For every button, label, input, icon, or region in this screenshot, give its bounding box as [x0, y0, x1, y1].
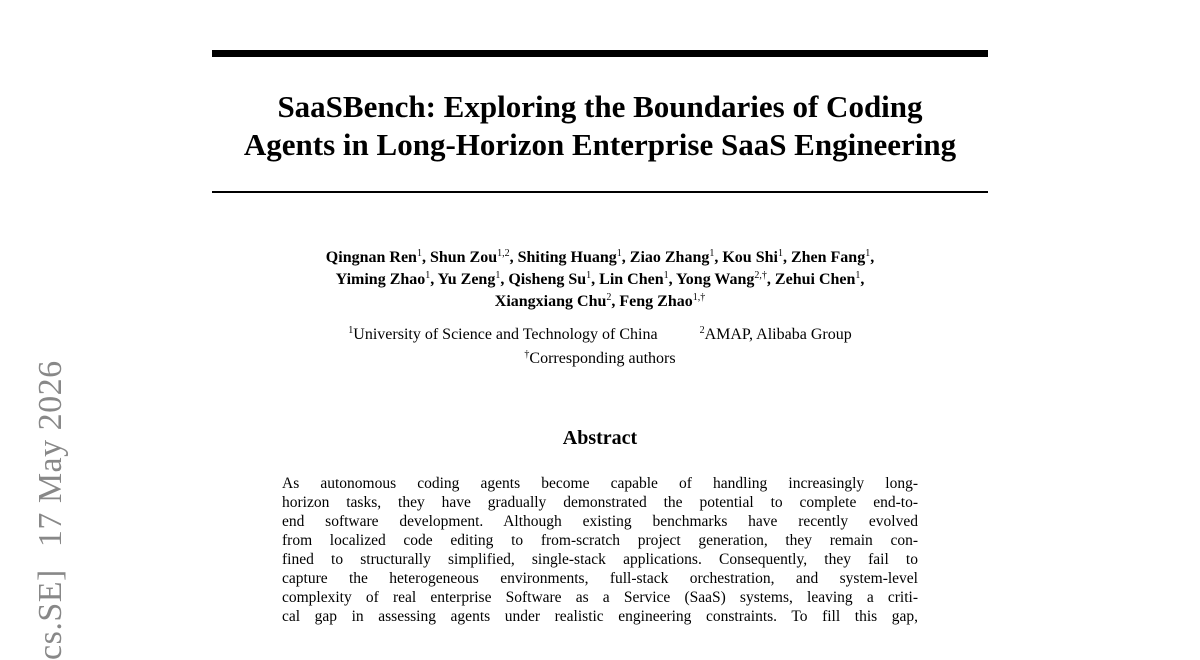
author: [630, 249, 723, 266]
author: [438, 271, 509, 288]
author-affiliation-marker: 1: [709, 248, 715, 259]
author-separator: ,: [782, 249, 791, 266]
abstract-line: complexity of real enterprise Software as a Service (SaaS) systems, leaving a criti-: [282, 589, 918, 606]
author-separator: ,: [714, 249, 723, 266]
author: [791, 249, 874, 266]
author-affiliation-marker: 1: [616, 248, 622, 259]
author-affiliation-marker: 1,†: [692, 292, 706, 303]
title-line-2: Agents in Long-Horizon Enterprise SaaS Engineering: [243, 127, 957, 162]
author-affiliation-marker: 1: [586, 270, 592, 281]
author: [676, 271, 775, 288]
author-line: [220, 247, 980, 269]
abstract-body: [282, 474, 918, 626]
abstract-line: cal gap in assessing agents under realistic engineering constraints. To fill this gap,: [282, 608, 918, 625]
author-name: Qisheng Su: [508, 271, 587, 288]
abstract-line: from localized code editing to from-scratch project generation, they remain con-: [282, 532, 918, 549]
author: [722, 249, 791, 266]
author-name: Shun Zou: [429, 249, 498, 266]
author: [518, 249, 630, 266]
abstract-heading: Abstract: [562, 427, 638, 449]
author-name: Xiangxiang Chu: [494, 293, 607, 310]
author-separator: ,: [766, 271, 775, 288]
author-name: Yong Wang: [676, 271, 755, 288]
affiliation-1-marker: 1: [348, 325, 354, 336]
author-name: Lin Chen: [599, 271, 664, 288]
arxiv-date: 17 May 2026: [32, 360, 69, 548]
top-rule: [212, 50, 988, 57]
author-separator: ,: [509, 249, 518, 266]
author-affiliation-marker: 1,2: [497, 248, 510, 259]
author-separator: ,: [421, 249, 430, 266]
author-affiliation-marker: 2: [606, 292, 612, 303]
author-name: Yu Zeng: [437, 271, 496, 288]
author-name: Zhen Fang: [790, 249, 866, 266]
author-separator: ,: [621, 249, 630, 266]
affiliation-1: [348, 326, 657, 343]
corresponding-text: Corresponding authors: [529, 350, 676, 367]
author: [326, 249, 430, 266]
affiliation-1-text: University of Science and Technology of China: [353, 326, 658, 343]
affiliation-2-marker: 2: [699, 325, 705, 336]
author-affiliation-marker: 1: [416, 248, 422, 259]
author-line: [220, 269, 980, 291]
author-affiliation-marker: 1: [663, 270, 669, 281]
author: [430, 249, 518, 266]
author-name: Ziao Zhang: [629, 249, 710, 266]
author-separator: ,: [860, 271, 865, 288]
author: [336, 271, 438, 288]
title-bottom-rule: [212, 191, 988, 193]
author-name: Feng Zhao: [619, 293, 693, 310]
affiliation-row: [220, 323, 980, 347]
author-affiliation-marker: 1: [855, 270, 861, 281]
author: [775, 271, 864, 288]
author-separator: ,: [591, 271, 600, 288]
author-name: Shiting Huang: [517, 249, 617, 266]
author: [599, 271, 676, 288]
author-separator: ,: [500, 271, 509, 288]
author-name: Qingnan Ren: [325, 249, 417, 266]
author-separator: ,: [430, 271, 438, 288]
arxiv-category: cs.SE]: [32, 569, 69, 660]
affiliation-2-text: AMAP, Alibaba Group: [704, 326, 852, 343]
abstract-line: horizon tasks, they have gradually demonstrated the potential to complete end-to-: [282, 494, 918, 511]
abstract-line: capture the heterogeneous environments, full-stack orchestration, and system-level: [282, 570, 918, 587]
author-affiliation-marker: 1: [865, 248, 871, 259]
title-line-1: SaaSBench: Exploring the Boundaries of Coding: [277, 89, 923, 124]
author-affiliation-marker: 1: [495, 270, 501, 281]
author-name: Zehui Chen: [774, 271, 856, 288]
author-list: [220, 247, 980, 313]
affiliations: [220, 323, 980, 371]
author-affiliation-marker: 2,†: [754, 270, 767, 281]
author-name: Kou Shi: [722, 249, 778, 266]
paper-title: [200, 88, 1000, 164]
author-line: [220, 291, 980, 313]
author: [508, 271, 599, 288]
author-separator: ,: [611, 293, 620, 310]
author: [495, 293, 620, 310]
author-separator: ,: [668, 271, 677, 288]
arxiv-sidebar-stamp: [32, 360, 70, 660]
author-name: Yiming Zhao: [335, 271, 426, 288]
corresponding-marker: †: [524, 349, 530, 360]
author-affiliation-marker: 1: [777, 248, 783, 259]
author-affiliation-marker: 1: [425, 270, 431, 281]
author-separator: ,: [870, 249, 875, 266]
affiliation-2: [700, 326, 852, 343]
abstract-line: fined to structurally simplified, single-stack applications. Consequently, they fail to: [282, 551, 918, 568]
abstract-line: As autonomous coding agents become capable of handling increasingly long-: [282, 475, 918, 492]
abstract-line: end software development. Although existing benchmarks have recently evolved: [282, 513, 918, 530]
corresponding-note: [220, 347, 980, 371]
author: [619, 293, 705, 310]
